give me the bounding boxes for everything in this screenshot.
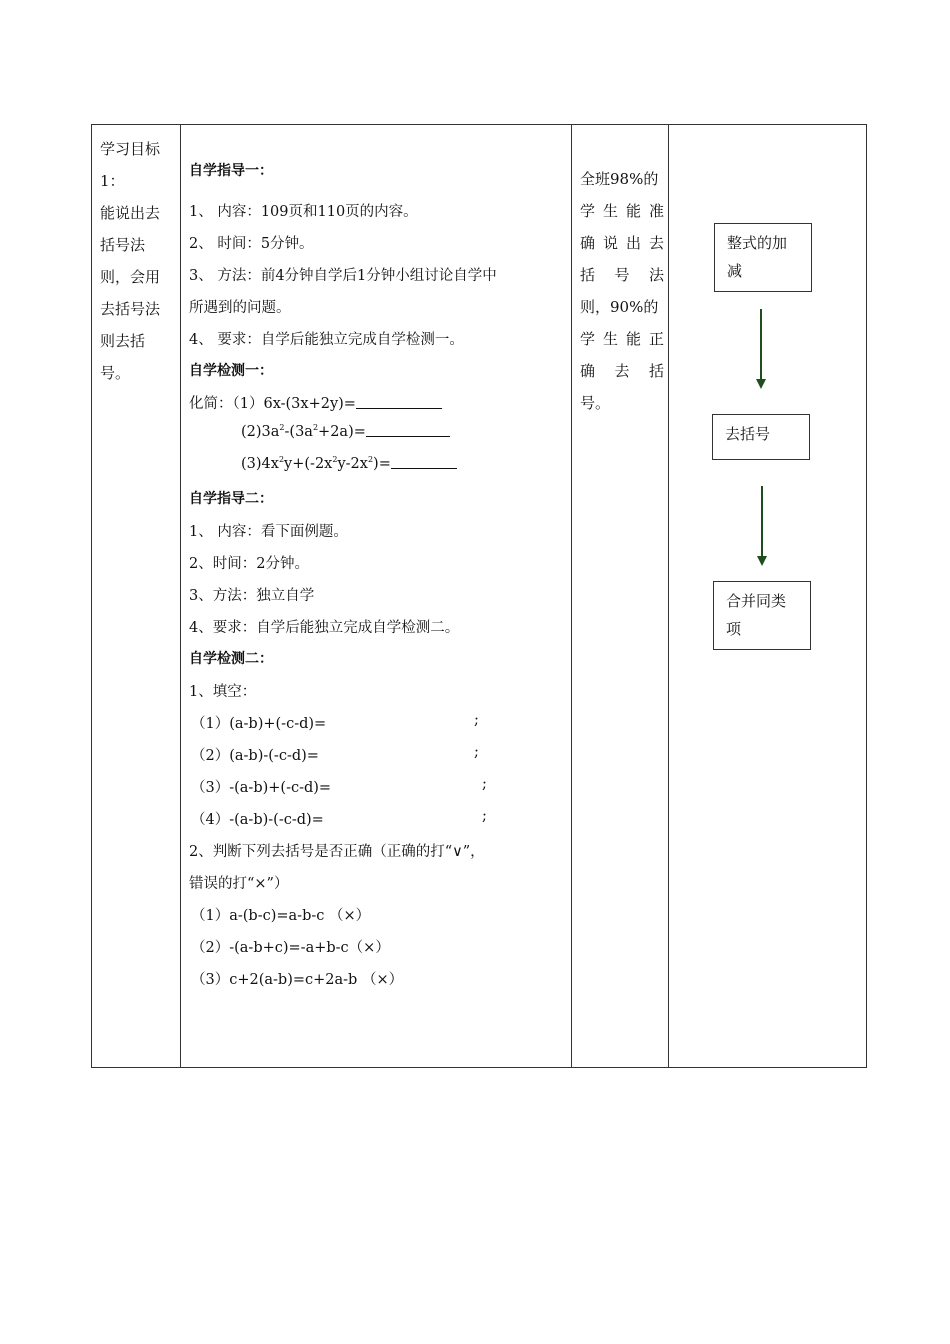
guide-2-item: 2、时间：2分钟。 (189, 556, 309, 572)
guide-2-item: 4、要求：自学后能独立完成自学检测二。 (189, 620, 460, 636)
column-divider (180, 125, 181, 1067)
answer-blank (391, 456, 457, 469)
test-1-q1 (189, 392, 442, 413)
column-divider (571, 125, 572, 1067)
flow-box-remove-brackets: 去括号 (712, 414, 810, 460)
fill-title: 1、填空： (189, 684, 257, 700)
objective-line: 能说出去 (100, 204, 161, 222)
simplify-label: 化简： (189, 396, 233, 412)
result-line: 括 号 法 (580, 266, 664, 284)
result-line: 确 说 出 去 (580, 234, 664, 252)
objective-cell (100, 133, 172, 389)
objective-line: 1： (100, 172, 125, 190)
arrow-head-icon (757, 556, 767, 566)
judge-item: （3）c+2(a-b)=c+2a-b （×） (191, 972, 404, 988)
objective-line: 则，会用 (100, 268, 161, 286)
answer-blank (366, 424, 450, 437)
guide-2-item: 1、 内容：看下面例题。 (189, 524, 348, 540)
test-2-title: 自学检测二： (189, 651, 273, 667)
fill-item: （1）(a-b)+(-c-d)= (191, 716, 327, 732)
judge-title: 2、判断下列去括号是否正确（正确的打“∨”， (189, 844, 485, 860)
test-1-q3: $(3)4x^2y+(-2x^2y-2x^2)=$ (241, 456, 457, 472)
result-line: 则，90%的 (580, 298, 659, 316)
objective-line: 号。 (100, 364, 131, 382)
fill-item-end: ; (474, 712, 479, 728)
fill-item-end: ; (482, 776, 487, 792)
flow-arrow (761, 486, 763, 556)
fill-item: （4）-(a-b)-(-c-d)= (191, 812, 324, 828)
arrow-head-icon (756, 379, 766, 389)
fill-item-end: ; (474, 744, 479, 760)
judge-title-cont: 错误的打“×”） (189, 876, 289, 892)
objective-line: 学习目标 (100, 140, 161, 158)
guide-1-item: 所遇到的问题。 (189, 300, 291, 316)
guide-1-item: 3、 方法：前4分钟自学后1分钟小组讨论自学中 (189, 268, 497, 284)
result-line: 学 生 能 正 (580, 330, 664, 348)
guide-2-title: 自学指导二： (189, 491, 273, 507)
test-1-q2: $(2)3a^2-(3a^2+2a)=$ (241, 424, 450, 440)
result-line: 号。 (580, 394, 611, 412)
objective-line: 则去括 (100, 332, 146, 350)
result-line: 全班98%的 (580, 170, 659, 188)
result-line: 学 生 能 准 (580, 202, 664, 220)
guide-1-item: 4、 要求：自学后能独立完成自学检测一。 (189, 332, 464, 348)
guide-1-title: 自学指导一： (189, 163, 273, 179)
objective-line: 去括号法 (100, 300, 161, 318)
test-1-title: 自学检测一： (189, 363, 273, 379)
judge-item: （1）a-(b-c)=a-b-c （×） (191, 908, 371, 924)
guide-2-item: 3、方法：独立自学 (189, 588, 315, 604)
fill-item: （2）(a-b)-(-c-d)= (191, 748, 319, 764)
lesson-table (91, 124, 867, 1068)
column-divider (668, 125, 669, 1067)
answer-blank (356, 396, 442, 409)
flow-arrow (760, 309, 762, 379)
objective-line: 括号法 (100, 236, 146, 254)
test-1-q1-text: （1）6x-(3x+2y)= (232, 396, 356, 412)
judge-item: （2）-(a-b+c)=-a+b-c（×） (191, 940, 390, 956)
guide-1-item: 1、 内容：109页和110页的内容。 (189, 204, 418, 220)
result-line: 确 去 括 (580, 362, 664, 380)
fill-item: （3）-(a-b)+(-c-d)= (191, 780, 332, 796)
fill-item-end: ; (482, 808, 487, 824)
guide-1-item: 2、 时间：5分钟。 (189, 236, 314, 252)
result-cell (580, 163, 664, 419)
flow-box-integral-add-subtract: 整式的加 减 (714, 223, 812, 292)
flow-box-combine-like-terms: 合并同类 项 (713, 581, 811, 650)
